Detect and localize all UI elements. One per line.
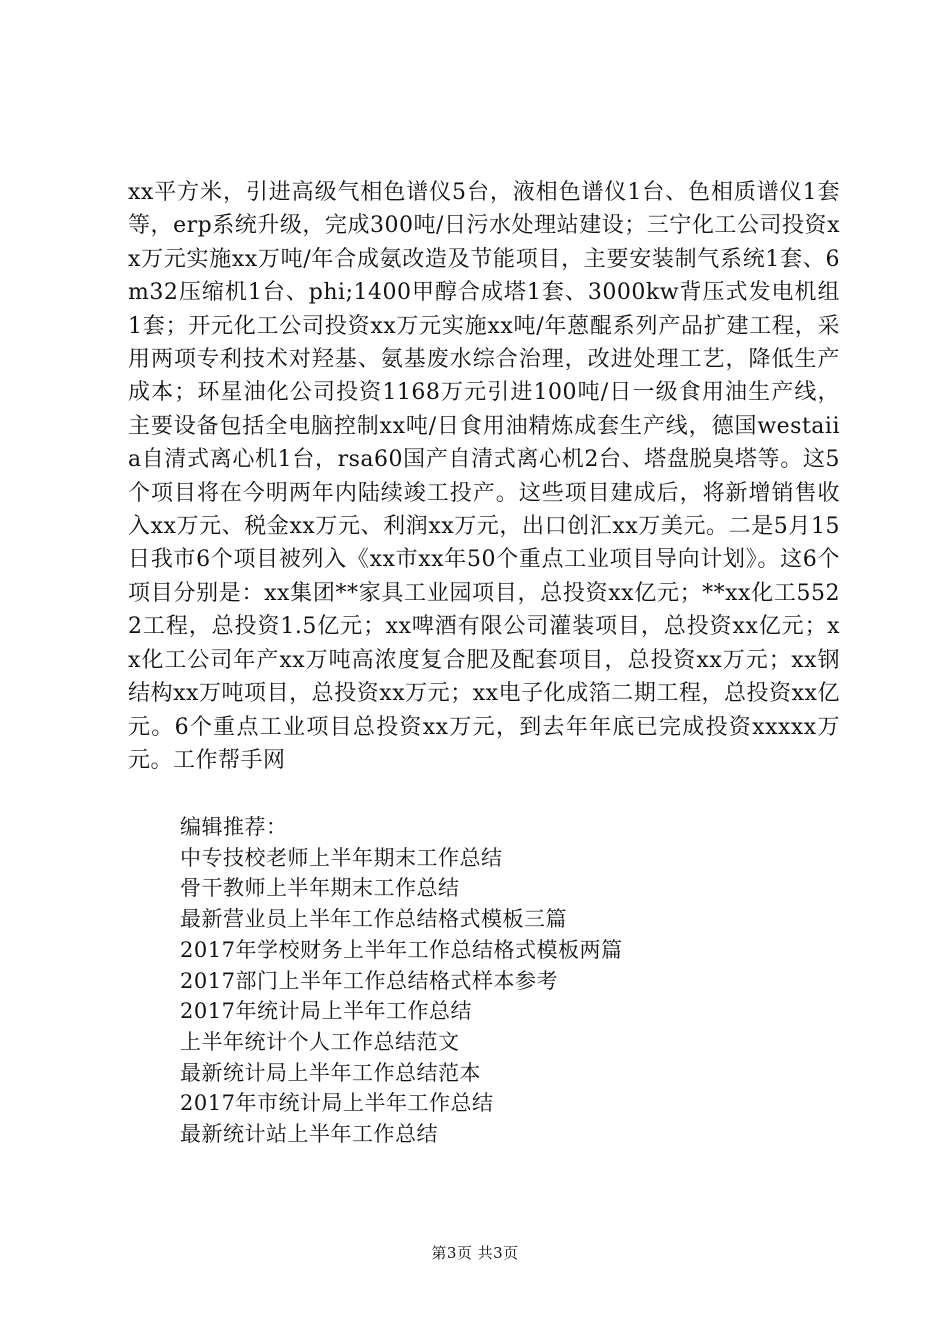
recommend-link[interactable]: 2017年统计局上半年工作总结 xyxy=(180,999,472,1024)
recommend-heading: 编辑推荐： xyxy=(180,815,288,839)
recommend-list xyxy=(180,843,820,1150)
recommend-link[interactable]: 最新统计局上半年工作总结范本 xyxy=(180,1060,481,1085)
recommend-link[interactable]: 2017年学校财务上半年工作总结格式模板两篇 xyxy=(180,937,623,962)
recommend-link[interactable]: 骨干教师上半年期末工作总结 xyxy=(180,876,460,901)
recommend-link[interactable]: 最新统计站上半年工作总结 xyxy=(180,1122,438,1147)
body-paragraph: xx平方米，引进高级气相色谱仪5台，液相色谱仪1台、色相质谱仪1套等，erp系统升级，完成300吨/日污水处理站建设；三宁化工公司投资xx万元实施xx万吨/年合成氨改造及节能项目，主要安装制气系统1套、6m32压缩机1台、phi;1400甲醇合成塔1套、3000kw背压式发电机组1套；开元化工公司投资xx万元实施xx吨/年蒽醌系列产品扩建工程，采用两项专利技术对羟基、氨基废水综合治理，改进处理工艺，降低生产成本；环星油化公司投资1168万元引进100吨/日一级食用油生产线，主要设备包括全电脑控制xx吨/日食用油精炼成套生产线，德国westaiia自清式离心机1台，rsa60国产自清式离心机2台、塔盘脱臭塔等。这5个项目将在今明两年内陆续竣工投产。这些项目建成后，将新增销售收入xx万元、税金xx万元、利润xx万元，出口创汇xx万美元。二是5月15日我市6个项目被列入《xx市xx年50个重点工业项目导向计划》。这6个项目分别是：xx集团**家具工业园项目，总投资xx亿元；**xx化工5522工程，总投资1.5亿元；xx啤酒有限公司灌装项目，总投资xx亿元；xx化工公司年产xx万吨高浓度复合肥及配套项目，总投资xx万元；xx钢结构xx万吨项目，总投资xx万元；xx电子化成箔二期工程，总投资xx亿元。6个重点工业项目总投资xx万元，到去年年底已完成投资xxxxx万元。工作帮手网 xyxy=(128,180,840,773)
recommend-section xyxy=(180,812,820,1150)
recommend-link[interactable]: 2017部门上半年工作总结格式样本参考 xyxy=(180,968,558,993)
recommend-link[interactable]: 2017年市统计局上半年工作总结 xyxy=(180,1091,494,1116)
page-number-footer: 第3页 共3页 xyxy=(431,1244,519,1262)
recommend-link[interactable]: 最新营业员上半年工作总结格式模板三篇 xyxy=(180,907,567,932)
recommend-link[interactable]: 中专技校老师上半年期末工作总结 xyxy=(180,845,503,870)
recommend-link[interactable]: 上半年统计个人工作总结范文 xyxy=(180,1029,460,1054)
